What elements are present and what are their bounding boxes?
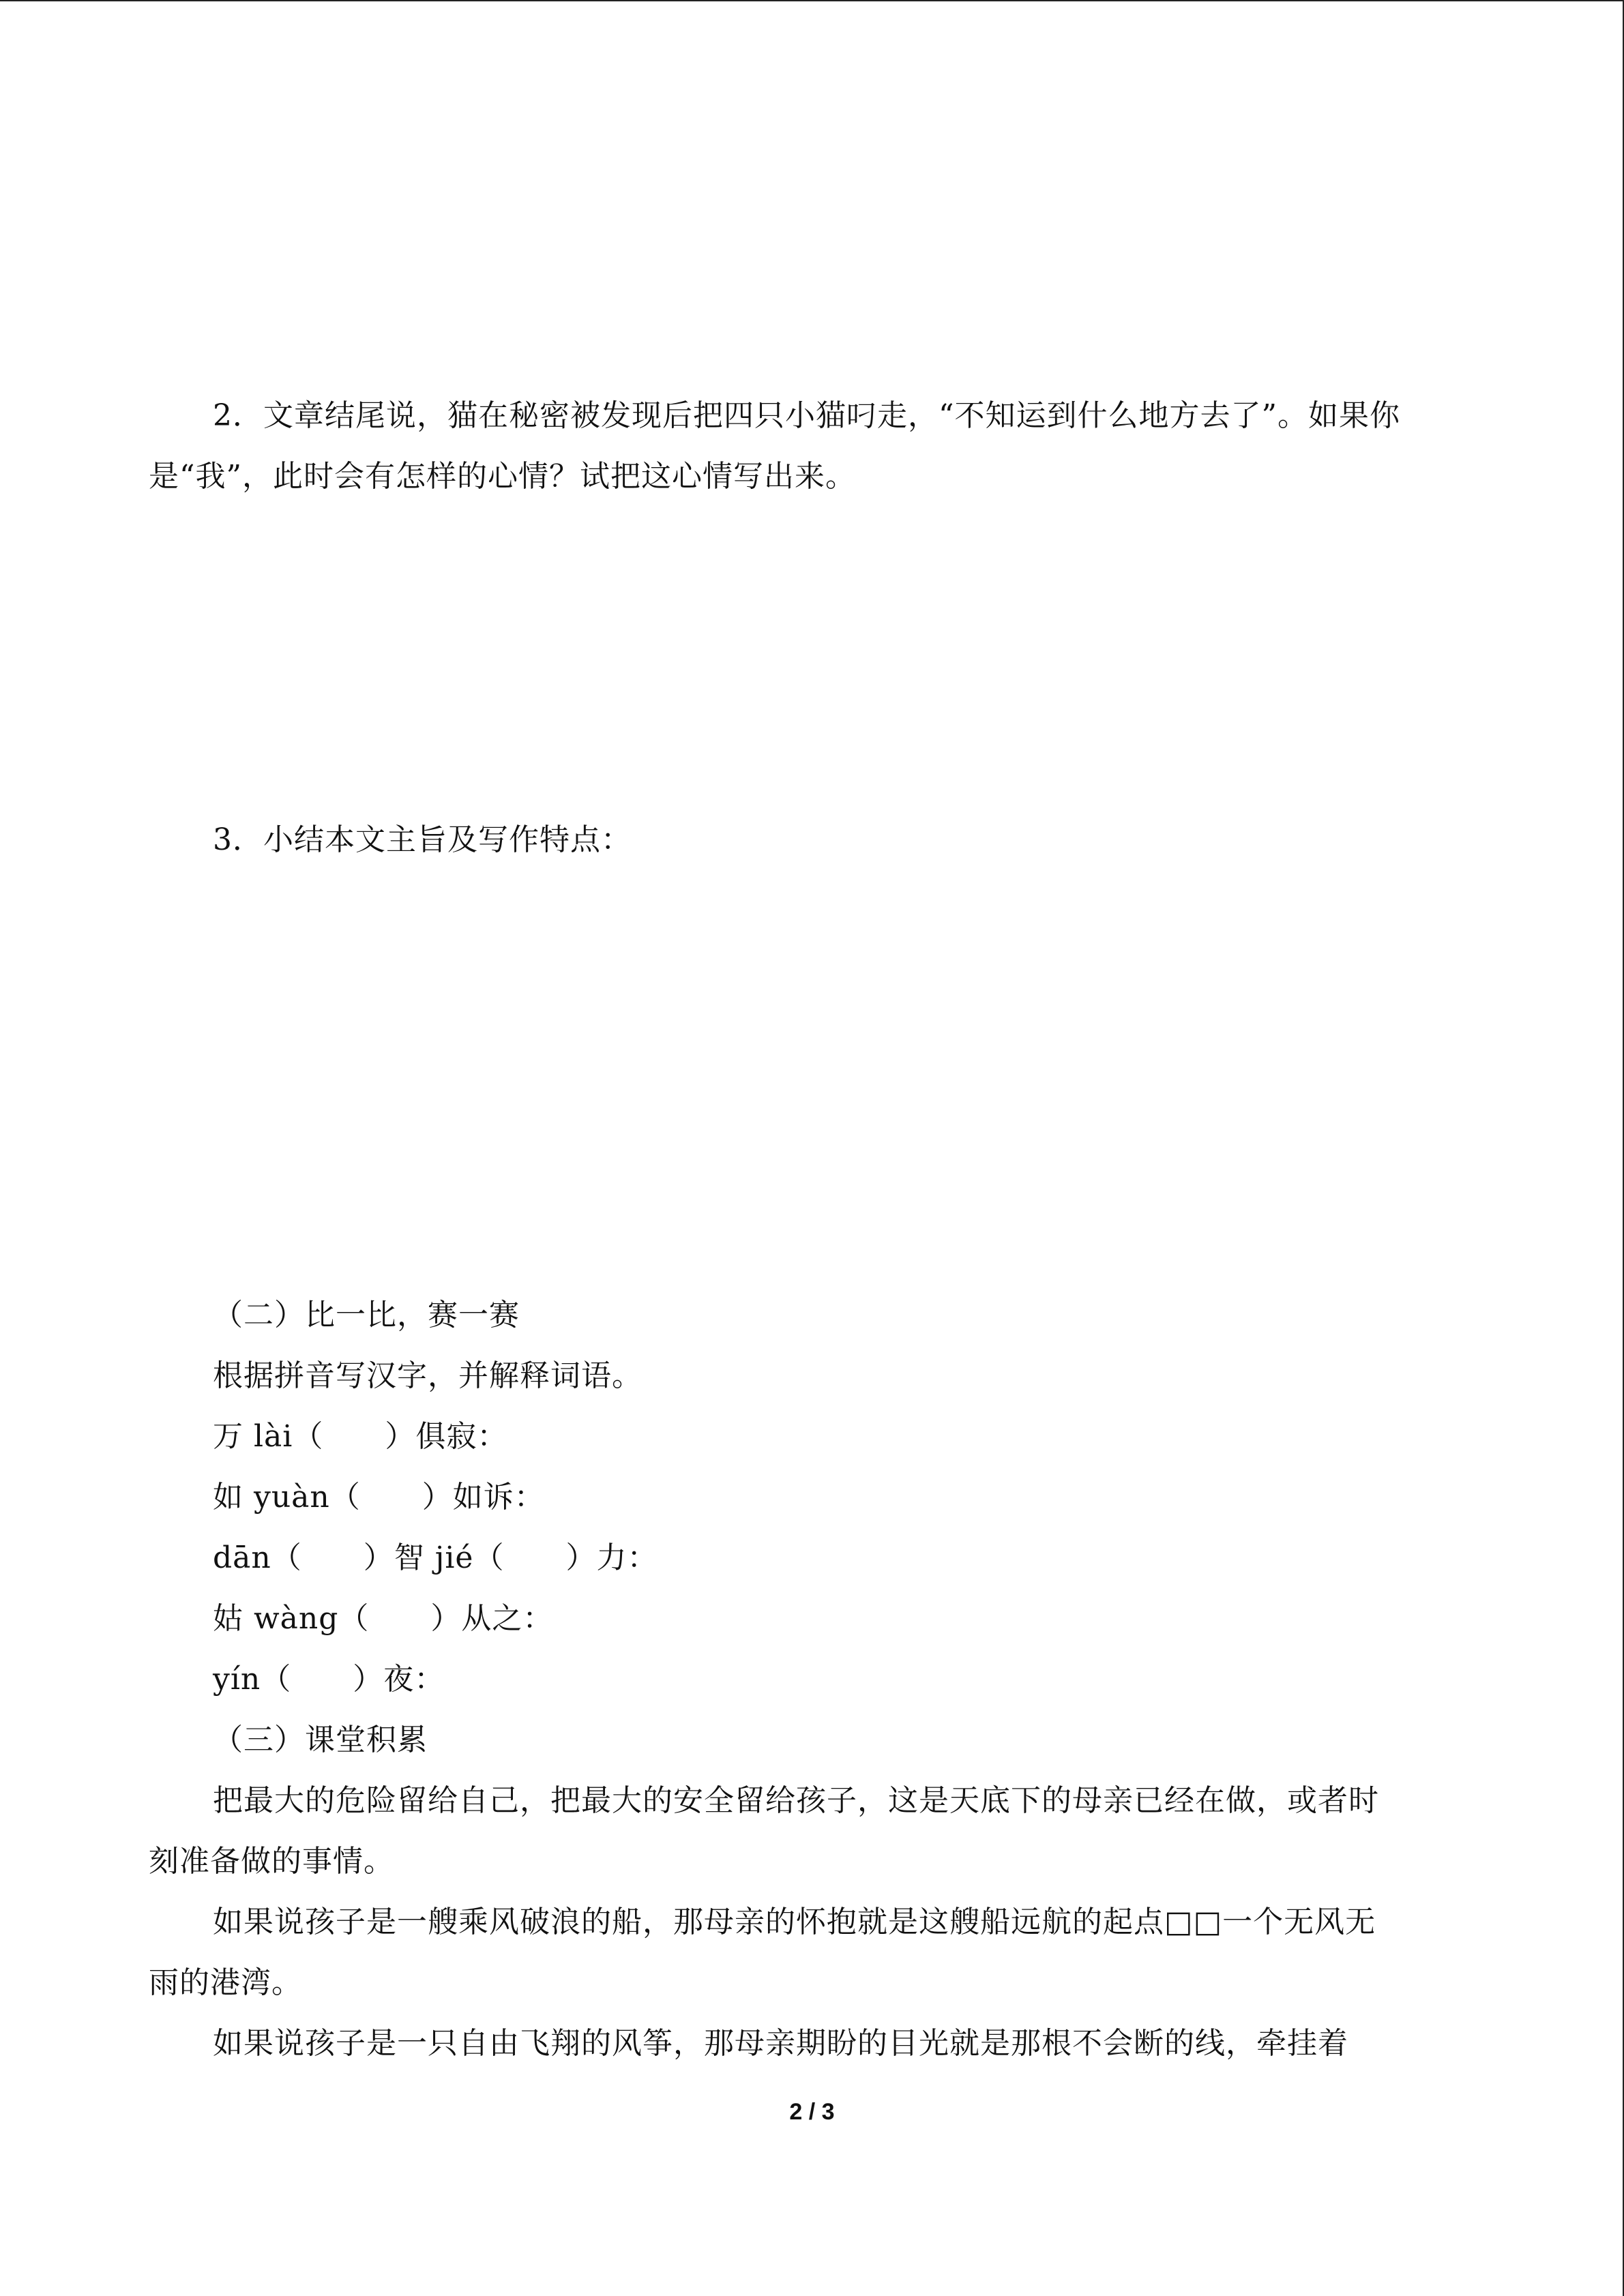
paragraph-1-line-2: 刻准备做的事情。 (149, 1844, 394, 1879)
pinyin-item: 如 yuàn（ ）如诉： (213, 1480, 545, 1515)
pinyin-item: 万 lài（ ）俱寂： (213, 1419, 508, 1454)
question-2-line-1: 2．文章结尾说，猫在秘密被发现后把四只小猫叼走，“不知运到什么地方去了”。如果你 (213, 398, 1400, 433)
page-number: 2 / 3 (789, 2099, 835, 2125)
paragraph-1-line-1: 把最大的危险留给自己，把最大的安全留给孩子，这是天底下的母亲已经在做，或者时 (213, 1783, 1379, 1818)
pinyin-item: dān（ ）智 jié（ ）力： (213, 1540, 658, 1575)
paragraph-2-line-2: 雨的港湾。 (149, 1965, 302, 2000)
section-3-title: （三）课堂积累 (213, 1723, 428, 1757)
section-2-title: （二）比一比，赛一赛 (213, 1298, 520, 1332)
section-2-instruction: 根据拼音写汉字，并解释词语。 (213, 1358, 643, 1393)
pinyin-item: 姑 wàng（ ）从之： (213, 1601, 554, 1636)
paragraph-3-line-1: 如果说孩子是一只自由飞翔的风筝，那母亲期盼的目光就是那根不会断的线，牵挂着 (213, 2026, 1348, 2061)
question-2-line-2: 是“我”，此时会有怎样的心情？试把这心情写出来。 (149, 459, 856, 494)
question-3: 3．小结本文主旨及写作特点： (213, 822, 632, 857)
pinyin-item: yín（ ）夜： (213, 1662, 445, 1697)
paragraph-2-line-1: 如果说孩子是一艘乘风破浪的船，那母亲的怀抱就是这艘船远航的起点□□一个无风无 (213, 1905, 1376, 1939)
